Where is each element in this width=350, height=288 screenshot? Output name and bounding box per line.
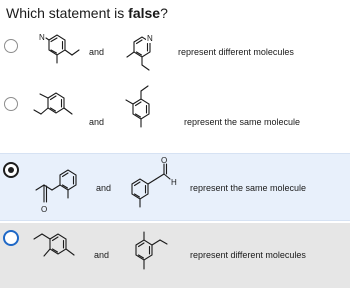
molecule-2a-ethyl-methylbenzene <box>30 88 82 126</box>
answer-option-1[interactable] <box>0 26 350 76</box>
answer-option-3[interactable] <box>0 153 350 221</box>
radio-button-3[interactable] <box>3 162 19 178</box>
radio-button-4[interactable] <box>3 230 19 246</box>
answer-option-4[interactable] <box>0 223 350 288</box>
connector-text-3: and <box>96 183 112 193</box>
hydrogen-label: H <box>171 178 177 187</box>
radio-button-1[interactable] <box>4 39 18 53</box>
connector-text-4: and <box>94 250 110 260</box>
connector-text-2: and <box>89 117 105 127</box>
question-suffix: ? <box>160 5 168 21</box>
statement-text-4: represent different molecules <box>190 250 306 260</box>
statement-text-2: represent the same molecule <box>184 117 301 127</box>
oxygen-label: O <box>161 156 168 165</box>
connector-text-1: and <box>89 47 105 57</box>
molecule-4a-propyl-dimethylbenzene <box>22 229 84 275</box>
statement-text-3: represent the same molecule <box>190 183 307 193</box>
answer-option-2[interactable] <box>0 80 350 142</box>
nitrogen-label: N <box>147 34 153 43</box>
molecule-4b-propyl-dimethylbenzene <box>120 223 170 285</box>
molecule-1a-ethyl-methylpyridine <box>32 30 82 72</box>
radio-button-2[interactable] <box>4 97 18 111</box>
oxygen-label: O <box>41 205 48 214</box>
statement-text-1: represent different molecules <box>178 47 294 57</box>
molecule-3a-methylphenylacetone <box>22 160 82 220</box>
question-prefix: Which statement is <box>6 5 129 21</box>
molecule-1b-ethyl-methylpyridine <box>119 28 165 74</box>
question-emphasis: false <box>128 5 161 21</box>
nitrogen-label: N <box>39 33 45 42</box>
molecule-3b-methylphenylacetaldehyde <box>122 154 186 218</box>
question-prompt <box>6 4 168 22</box>
molecule-2b-ethyl-methylbenzene <box>117 80 163 140</box>
